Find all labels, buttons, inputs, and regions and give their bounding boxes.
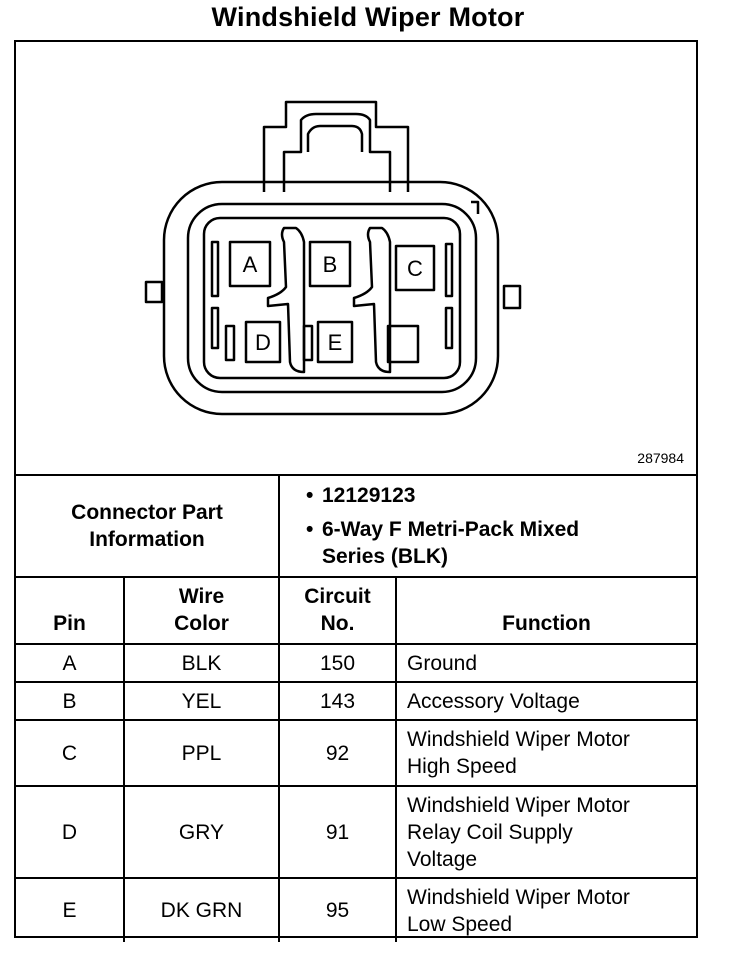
cell-function: Accessory Voltage [396, 682, 696, 720]
connector-part-number: 12129123 [322, 484, 416, 507]
connector-drawing [16, 42, 696, 474]
cell-circuit: 150 [279, 644, 396, 682]
connector-info-values [280, 476, 694, 576]
connector-description-line2: Series (BLK) [322, 545, 449, 568]
connector-description-line1: 6-Way F Metri-Pack Mixed [322, 518, 580, 541]
cell-function: Windshield Wiper Motor Low Speed [396, 878, 696, 942]
header-circuit-no: Circuit No. [279, 578, 396, 644]
cell-pin: A [16, 644, 124, 682]
table-row [16, 878, 696, 942]
pin-empty-cavity [388, 326, 418, 362]
cell-circuit: 92 [279, 720, 396, 786]
cell-circuit: 91 [279, 786, 396, 878]
cell-circuit: 143 [279, 682, 396, 720]
table-row [16, 720, 696, 786]
table-row [16, 786, 696, 878]
bullet-part-number: • [306, 484, 314, 507]
cell-wire-color: DK GRN [124, 878, 279, 942]
figure-number: 287984 [637, 450, 684, 466]
center-divider-left [268, 228, 304, 372]
connector-chart-frame [14, 40, 698, 938]
connector-info-label-line2: Information [89, 528, 205, 551]
pin-table [16, 578, 696, 942]
table-row [16, 644, 696, 682]
cell-wire-color: GRY [124, 786, 279, 878]
cell-pin: B [16, 682, 124, 720]
connector-info-row [16, 476, 696, 578]
table-row [16, 682, 696, 720]
cell-pin: D [16, 786, 124, 878]
pin-label-a: A [242, 252, 258, 277]
pin-label-b: B [322, 252, 338, 277]
cell-wire-color: BLK [124, 644, 279, 682]
cell-circuit: 95 [279, 878, 396, 942]
cell-function: Windshield Wiper Motor High Speed [396, 720, 696, 786]
connector-diagram [16, 42, 696, 476]
cell-function: Windshield Wiper Motor Relay Coil Supply Voltage [396, 786, 696, 878]
locking-tab [264, 102, 408, 192]
left-ear [146, 282, 162, 302]
bullet-description: • [306, 518, 314, 541]
inner-shell [188, 204, 476, 392]
cell-pin: C [16, 720, 124, 786]
pin-label-e: E [327, 330, 343, 355]
connector-info-label-line1: Connector Part [71, 501, 223, 524]
header-pin: Pin [16, 578, 124, 644]
cell-function: Ground [396, 644, 696, 682]
cell-pin: E [16, 878, 124, 942]
connector-info-label [16, 476, 280, 576]
page-title: Windshield Wiper Motor [211, 2, 525, 32]
pin-label-d: D [255, 330, 271, 355]
pin-label-c: C [407, 256, 423, 281]
header-wire-color: Wire Color [124, 578, 279, 644]
right-ear [504, 286, 520, 308]
center-divider-right [354, 228, 390, 372]
cell-wire-color: PPL [124, 720, 279, 786]
cell-wire-color: YEL [124, 682, 279, 720]
header-function: Function [396, 578, 696, 644]
